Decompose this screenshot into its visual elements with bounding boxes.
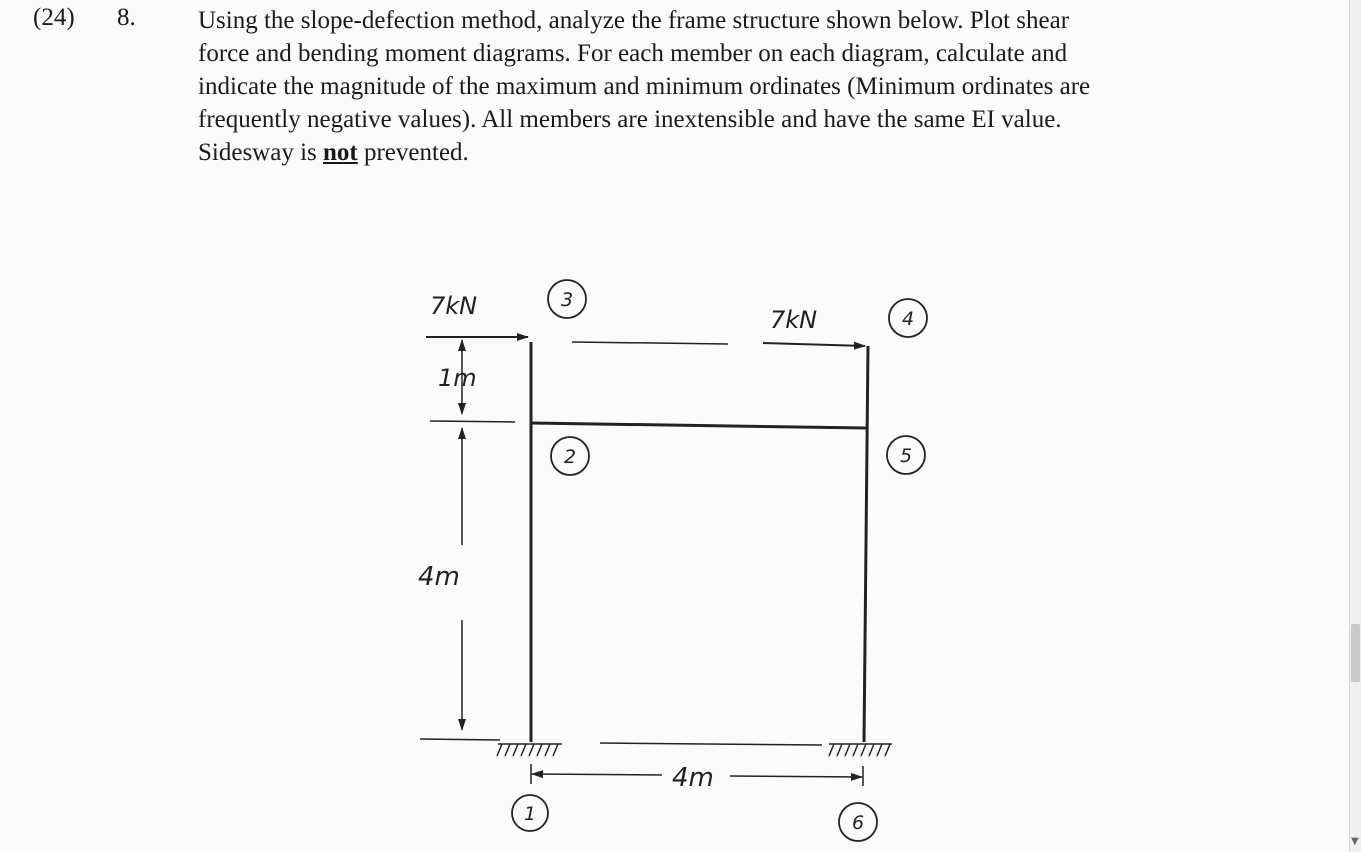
question-line-5-start: Sidesway is (198, 139, 323, 166)
question-points: (24) (33, 4, 75, 31)
vertical-scrollbar[interactable] (1349, 0, 1361, 852)
node-5 (887, 436, 925, 474)
svg-text:4: 4 (901, 308, 915, 330)
dimension-height-label: 4m (418, 562, 460, 592)
svg-text:5: 5 (899, 445, 913, 467)
svg-text:2: 2 (563, 446, 577, 468)
svg-text:1: 1 (523, 803, 537, 825)
scroll-down-arrow-icon[interactable]: ▼ (1351, 836, 1359, 847)
beam (531, 423, 866, 428)
dimension-span-right (730, 776, 862, 777)
right-column (864, 346, 868, 742)
node-1 (512, 795, 548, 831)
dimension-top-label: 1m (438, 364, 477, 392)
top-reference-line (572, 342, 728, 344)
dimension-tick-base (420, 739, 500, 740)
node-4 (889, 299, 927, 337)
load-label-right: 7kN (770, 306, 818, 334)
question-line-3: indicate the magnitude of the maximum and minimum ordinates (Minimum ordinates are (198, 73, 1091, 100)
question-line-1: Using the slope-defection method, analyze the frame structure shown below. Plot shear (198, 7, 1070, 34)
dimension-span-left (532, 774, 662, 775)
emphasis-not: not (323, 139, 358, 166)
question-number: 8. (117, 4, 136, 31)
svg-text:6: 6 (851, 812, 865, 834)
question-line-2: force and bending moment diagrams. For each member on each diagram, calculate and (198, 40, 1068, 67)
node-2 (551, 437, 589, 475)
dimension-span-label: 4m (672, 763, 714, 793)
question-line-4: frequently negative values). All members are inextensible and have the same EI value. (198, 106, 1062, 133)
ground-reference-line (600, 743, 822, 745)
scrollbar-thumb[interactable] (1351, 624, 1360, 682)
load-label-left: 7kN (430, 292, 478, 320)
node-3 (548, 280, 586, 318)
question-line-5-end: prevented. (357, 139, 469, 166)
fixed-support-left (497, 744, 562, 756)
load-arrow-right (763, 343, 865, 346)
dimension-tick-mid (430, 421, 515, 422)
fixed-support-right (829, 744, 892, 756)
node-6 (839, 803, 877, 841)
svg-text:3: 3 (560, 289, 574, 311)
